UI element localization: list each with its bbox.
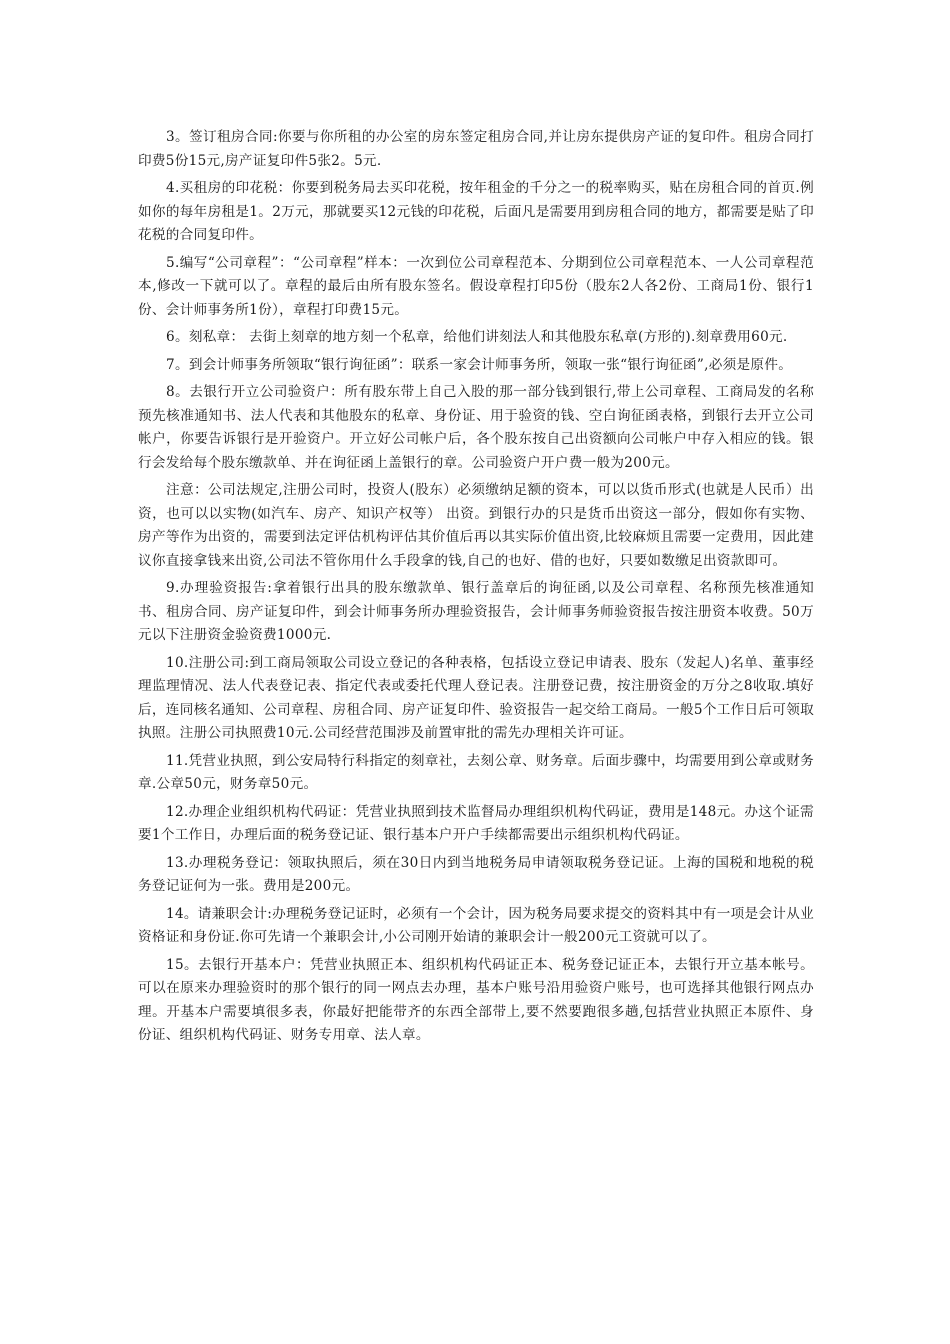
paragraph-step-7: 7。到会计师事务所领取“银行询征函”：联系一家会计师事务所，领取一张“银行询征函”,必须是原件。 bbox=[166, 356, 793, 373]
paragraph-step-4: 4.买租房的印花税：你要到税务局去买印花税，按年租金的千分之一的税率购买，贴在房租合同的首页.例如你的每年房租是1。2万元，那就要买12元钱的印花税，后面凡是需要用到房租合同的地方，都需要是贴了印花税的合同复印件。 bbox=[138, 180, 814, 243]
paragraph-step-13: 13.办理税务登记：领取执照后，须在30日内到当地税务局申请领取税务登记证。上海的国税和地税的税务登记证何为一张。费用是200元。 bbox=[138, 854, 814, 894]
paragraph-step-5: 5.编写“公司章程”：“公司章程”样本：一次到位公司章程范本、分期到位公司章程范本、一人公司章程范本,修改一下就可以了。章程的最后由所有股东签名。假设章程打印5份（股东2人各2份、工商局1份、银行1份、会计师事务所1份），章程打印费15元。 bbox=[138, 254, 814, 318]
paragraph-step-9: 9.办理验资报告:拿着银行出具的股东缴款单、银行盖章后的询征函,以及公司章程、名称预先核准通知书、租房合同、房产证复印件，到会计师事务所办理验资报告，会计师事务师验资报告按注册资本收费。50万元以下注册资金验资费1000元. bbox=[138, 580, 814, 643]
paragraph-step-10: 10.注册公司:到工商局领取公司设立登记的各种表格，包括设立登记申请表、股东（发起人)名单、董事经理监理情况、法人代表登记表、指定代表或委托代理人登记表。注册登记费，按注册资金的万分之8收取.填好后，连同核名通知、公司章程、房租合同、房产证复印件、验资报告一起交给工商局。一般5个工作日后可领取执照。注册公司执照费10元.公司经营范围涉及前置审批的需先办理相关许可证。 bbox=[138, 654, 814, 741]
paragraph-step-6: 6。刻私章： 去街上刻章的地方刻一个私章，给他们讲刻法人和其他股东私章(方形的).刻章费用60元. bbox=[166, 329, 788, 345]
paragraph-note: 注意：公司法规定,注册公司时，投资人(股东）必须缴纳足额的资本，可以以货币形式(也就是人民币）出资，也可以以实物(如汽车、房产、知识产权等） 出资。到银行办的只是货币出资这一部分，假如你有实物、房产等作为出资的，需要到法定评估机构评估其价值后再以其实际价值出资,比较麻烦且需要一定费用，因此建议你直接拿钱来出资,公司法不管你用什么手段拿的钱,自己的也好、借的也好，只要如数缴足出资款即可。 bbox=[138, 482, 814, 569]
paragraph-step-11: 11.凭营业执照，到公安局特行科指定的刻章社，去刻公章、财务章。后面步骤中，均需要用到公章或财务章.公章50元，财务章50元。 bbox=[138, 752, 814, 792]
paragraph-step-14: 14。请兼职会计:办理税务登记证时，必须有一个会计，因为税务局要求提交的资料其中有一项是会计从业资格证和身份证.你可先请一个兼职会计,小公司刚开始请的兼职会计一般200元工资就可以了。 bbox=[138, 905, 814, 945]
paragraph-step-12: 12.办理企业组织机构代码证：凭营业执照到技术监督局办理组织机构代码证，费用是148元。办这个证需要1个工作日，办理后面的税务登记证、银行基本户开户手续都需要出示组织机构代码证。 bbox=[138, 803, 814, 843]
document-body bbox=[138, 126, 814, 1052]
paragraph-step-8: 8。去银行开立公司验资户：所有股东带上自己入股的那一部分钱到银行,带上公司章程、工商局发的名称预先核准通知书、法人代表和其他股东的私章、身份证、用于验资的钱、空白询征函表格，到银行去开立公司帐户，你要告诉银行是开验资户。开立好公司帐户后，各个股东按自己出资额向公司帐户中存入相应的钱。银行会发给每个股东缴款单、并在询征函上盖银行的章。公司验资户开户费一般为200元。 bbox=[138, 384, 814, 471]
paragraph-step-3: 3。签订租房合同:你要与你所租的办公室的房东签定租房合同,并让房东提供房产证的复印件。租房合同打印费5份15元,房产证复印件5张2。5元. bbox=[138, 129, 814, 169]
paragraph-step-15: 15。去银行开基本户：凭营业执照正本、组织机构代码证正本、税务登记证正本，去银行开立基本帐号。可以在原来办理验资时的那个银行的同一网点去办理，基本户账号沿用验资户账号，也可选择其他银行网点办理。开基本户需要填很多表，你最好把能带齐的东西全部带上,要不然要跑很多趟,包括营业执照正本原件、身份证、组织机构代码证、财务专用章、法人章。 bbox=[138, 956, 814, 1043]
